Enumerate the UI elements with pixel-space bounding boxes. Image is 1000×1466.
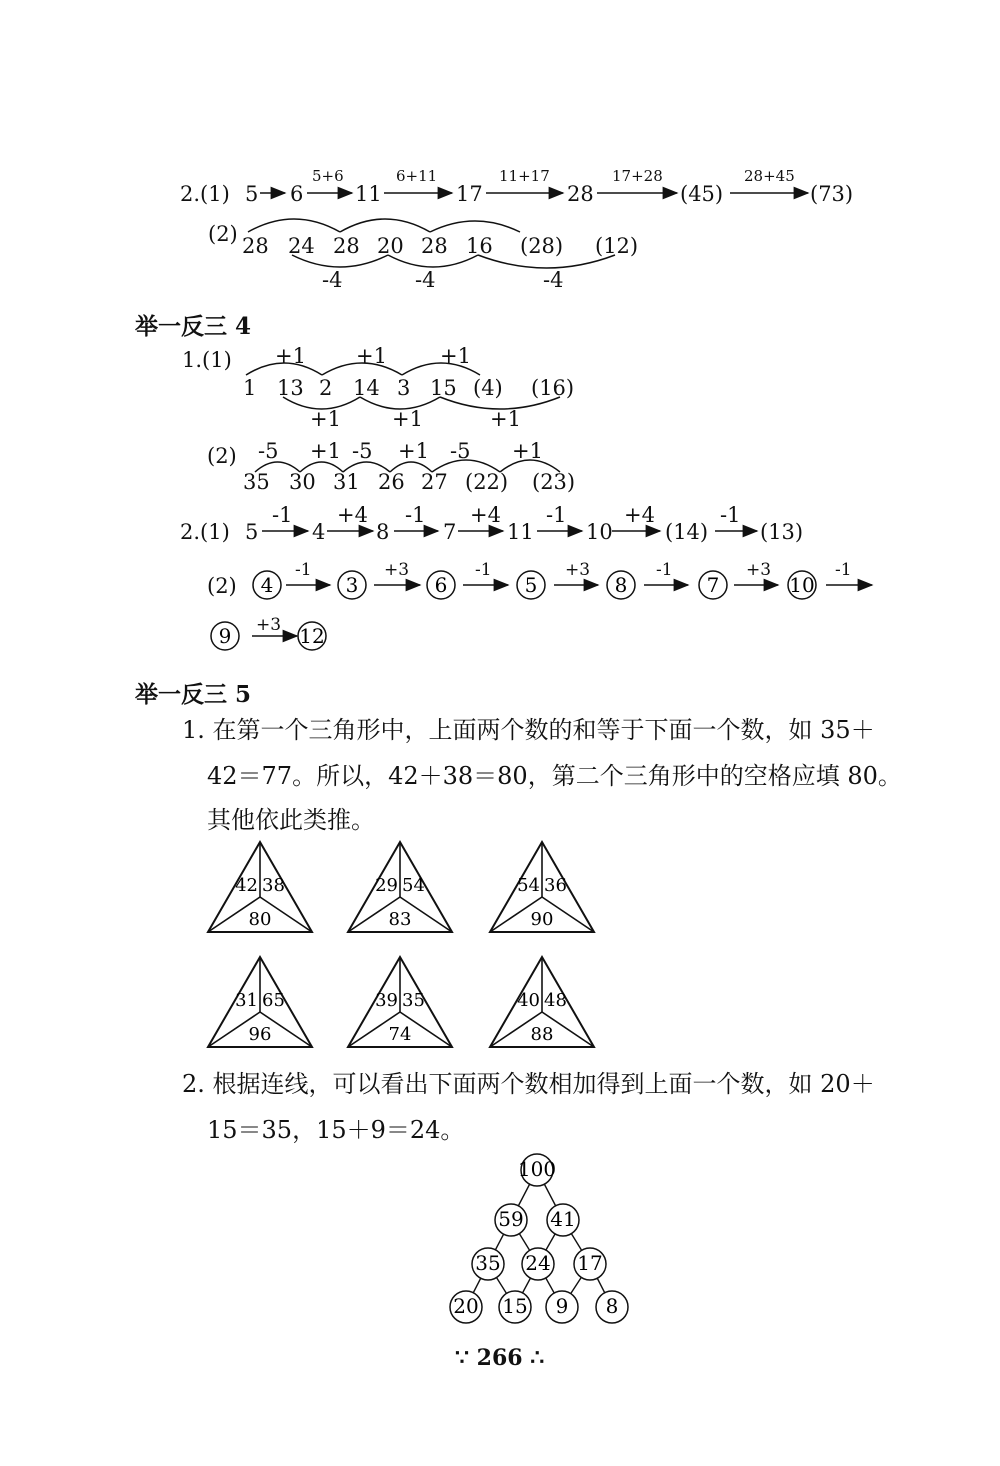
- connector-arc: [360, 397, 440, 409]
- triangle-bottom-number: 88: [530, 1024, 554, 1045]
- circled-number: 5: [524, 573, 538, 597]
- seq-term: 26: [378, 470, 405, 494]
- dots-left: ∵: [455, 1345, 477, 1371]
- seq-term: (4): [473, 376, 503, 400]
- circled-number: 6: [434, 573, 448, 597]
- seq-term: 13: [277, 376, 304, 400]
- triangle-figure: [490, 842, 594, 932]
- op-label: 5+6: [312, 167, 344, 185]
- seq-term: 7: [443, 520, 457, 544]
- op-label: -1: [656, 560, 673, 580]
- op-label: -1: [272, 503, 293, 527]
- connector-arc: [440, 397, 560, 409]
- paragraph-line: 其他依此类推。: [207, 806, 375, 834]
- triangle-bottom-number: 90: [530, 909, 554, 930]
- seq-term: 28: [421, 234, 448, 258]
- arrows-group: [252, 193, 872, 636]
- triangle-figure: [208, 957, 312, 1047]
- op-label: -1: [835, 560, 852, 580]
- seq-term: (13): [760, 520, 804, 544]
- connector-arc: [283, 397, 360, 409]
- op-label: -1: [475, 560, 492, 580]
- op-label: +4: [337, 503, 368, 527]
- circled-number: 3: [345, 573, 359, 597]
- op-label: +1: [512, 439, 543, 463]
- dots-right: ∴: [522, 1345, 545, 1371]
- seq-term: 15: [430, 376, 457, 400]
- seq-term: 24: [288, 234, 315, 258]
- op-label: -1: [295, 560, 312, 580]
- pyramid-number: 100: [517, 1157, 557, 1181]
- op-label: -5: [352, 439, 373, 463]
- op-label: 17+28: [612, 167, 663, 185]
- connector-arc: [390, 462, 432, 472]
- op-label: +1: [490, 407, 521, 431]
- seq-term: 28: [333, 234, 360, 258]
- seq-term: (73): [810, 182, 854, 206]
- paragraph-line: 1. 在第一个三角形中，上面两个数的和等于下面一个数，如 35＋: [182, 716, 875, 744]
- pyramid-number: 8: [605, 1294, 619, 1318]
- seq-term: 17: [456, 182, 483, 206]
- q-label: (2): [207, 574, 237, 598]
- circled-number: 7: [706, 573, 720, 597]
- op-label: -4: [415, 268, 436, 292]
- triangle-left-number: 40: [517, 990, 540, 1011]
- connector-arc: [402, 363, 480, 375]
- seq-term: 11: [355, 182, 382, 206]
- connector-arc: [322, 363, 402, 375]
- connector-arc: [255, 462, 300, 472]
- triangle-figure: [490, 957, 594, 1047]
- triangle-right-number: 38: [262, 875, 285, 896]
- page-number: 266: [476, 1345, 523, 1371]
- op-label: +1: [392, 407, 423, 431]
- pyramid-number: 9: [555, 1294, 569, 1318]
- op-label: -1: [720, 503, 741, 527]
- seq-term: (45): [680, 182, 724, 206]
- seq-term: 1: [243, 376, 257, 400]
- op-label: +1: [310, 407, 341, 431]
- circled-sequence: [211, 571, 816, 650]
- pyramid-number: 59: [498, 1207, 524, 1231]
- triangle-left-number: 31: [235, 990, 258, 1011]
- circled-number: 10: [789, 573, 815, 597]
- op-label: -4: [322, 268, 343, 292]
- connector-arc: [292, 255, 388, 267]
- triangle-left-number: 29: [375, 875, 398, 896]
- seq-term: 4: [312, 520, 326, 544]
- op-label: +3: [384, 560, 410, 580]
- pyramid-number: 20: [453, 1294, 479, 1318]
- triangle-right-number: 35: [402, 990, 425, 1011]
- triangle-bottom-number: 74: [388, 1024, 412, 1045]
- connector-arc: [430, 221, 520, 232]
- op-label: 28+45: [744, 167, 795, 185]
- seq-term: 10: [586, 520, 613, 544]
- seq-term: 27: [421, 470, 448, 494]
- pyramid-group: [450, 1154, 628, 1323]
- op-label: +1: [440, 344, 471, 368]
- triangle-bottom-number: 80: [248, 909, 272, 930]
- seq-term: 28: [567, 182, 594, 206]
- triangle-right-number: 36: [544, 875, 567, 896]
- connector-arc: [432, 460, 500, 472]
- circled-number: 8: [614, 573, 628, 597]
- pyramid-number: 35: [475, 1251, 501, 1275]
- q-label: (2): [208, 222, 238, 246]
- op-label: +4: [470, 503, 501, 527]
- op-label: +3: [256, 615, 282, 635]
- connector-arc: [300, 462, 343, 472]
- paragraph-line: 2. 根据连线，可以看出下面两个数相加得到上面一个数，如 20＋: [182, 1070, 875, 1098]
- op-label: -5: [450, 439, 471, 463]
- seq-term: (23): [532, 470, 576, 494]
- circled-number: 12: [299, 624, 325, 648]
- connector-arc: [340, 219, 430, 232]
- triangle-bottom-number: 96: [248, 1024, 272, 1045]
- seq-term: 14: [353, 376, 380, 400]
- arcs-group: [246, 219, 615, 472]
- seq-term: 2: [319, 376, 333, 400]
- triangle-right-number: 54: [402, 875, 425, 896]
- pyramid-number: 17: [577, 1251, 603, 1275]
- triangle-figure: [208, 842, 312, 932]
- seq-term: 6: [290, 182, 304, 206]
- triangle-right-number: 65: [262, 990, 285, 1011]
- q-label: 1.(1): [182, 348, 232, 372]
- seq-term: 8: [376, 520, 390, 544]
- section-heading-5: 举一反三 5: [135, 681, 252, 708]
- triangle-left-number: 39: [375, 990, 398, 1011]
- connector-arc: [343, 462, 390, 472]
- pyramid-number: 24: [525, 1251, 551, 1275]
- seq-term: 28: [242, 234, 269, 258]
- op-label: 6+11: [396, 167, 438, 185]
- section-heading-4: 举一反三 4: [135, 313, 252, 340]
- seq-term: 3: [397, 376, 411, 400]
- seq-term: 16: [466, 234, 493, 258]
- op-label: +3: [746, 560, 772, 580]
- triangle-bottom-number: 83: [388, 909, 412, 930]
- connector-arc: [246, 363, 322, 375]
- op-label: +4: [624, 503, 655, 527]
- op-label: -1: [546, 503, 567, 527]
- circled-number: 9: [218, 624, 232, 648]
- op-label: +3: [565, 560, 591, 580]
- seq-term: (14): [665, 520, 709, 544]
- q-label: (2): [207, 444, 237, 468]
- triangle-figure: [348, 842, 452, 932]
- seq-term: (22): [465, 470, 509, 494]
- op-label: +1: [356, 344, 387, 368]
- op-label: -4: [543, 268, 564, 292]
- op-label: +1: [275, 344, 306, 368]
- triangle-left-number: 54: [517, 875, 540, 896]
- q-label: 2.(1): [180, 182, 230, 206]
- seq-term: (16): [531, 376, 575, 400]
- op-label: +1: [310, 439, 341, 463]
- triangle-figure: [348, 957, 452, 1047]
- connector-arc: [248, 219, 340, 232]
- seq-term: 35: [243, 470, 270, 494]
- op-label: +1: [398, 439, 429, 463]
- seq-term: 5: [245, 182, 259, 206]
- seq-term: (12): [595, 234, 639, 258]
- seq-term: 31: [333, 470, 360, 494]
- connector-arc: [500, 460, 560, 472]
- op-label: -5: [258, 439, 279, 463]
- triangle-left-number: 42: [235, 875, 258, 896]
- pyramid-number: 41: [550, 1207, 576, 1231]
- paragraph-line: 42＝77。所以，42＋38＝80，第二个三角形中的空格应填 80。: [207, 762, 902, 790]
- seq-term: 11: [507, 520, 534, 544]
- pyramid-number: 15: [502, 1294, 528, 1318]
- seq-term: (28): [520, 234, 564, 258]
- triangles-group: [208, 842, 594, 1047]
- op-label: -1: [405, 503, 426, 527]
- seq-term: 30: [289, 470, 316, 494]
- connector-arc: [478, 255, 615, 268]
- seq-term: 20: [377, 234, 404, 258]
- q-label: 2.(1): [180, 520, 230, 544]
- circled-number: 4: [260, 573, 274, 597]
- triangle-right-number: 48: [544, 990, 567, 1011]
- seq-term: 5: [245, 520, 259, 544]
- paragraph-line: 15＝35，15＋9＝24。: [207, 1116, 465, 1144]
- op-label: 11+17: [499, 167, 550, 185]
- connector-arc: [388, 255, 478, 267]
